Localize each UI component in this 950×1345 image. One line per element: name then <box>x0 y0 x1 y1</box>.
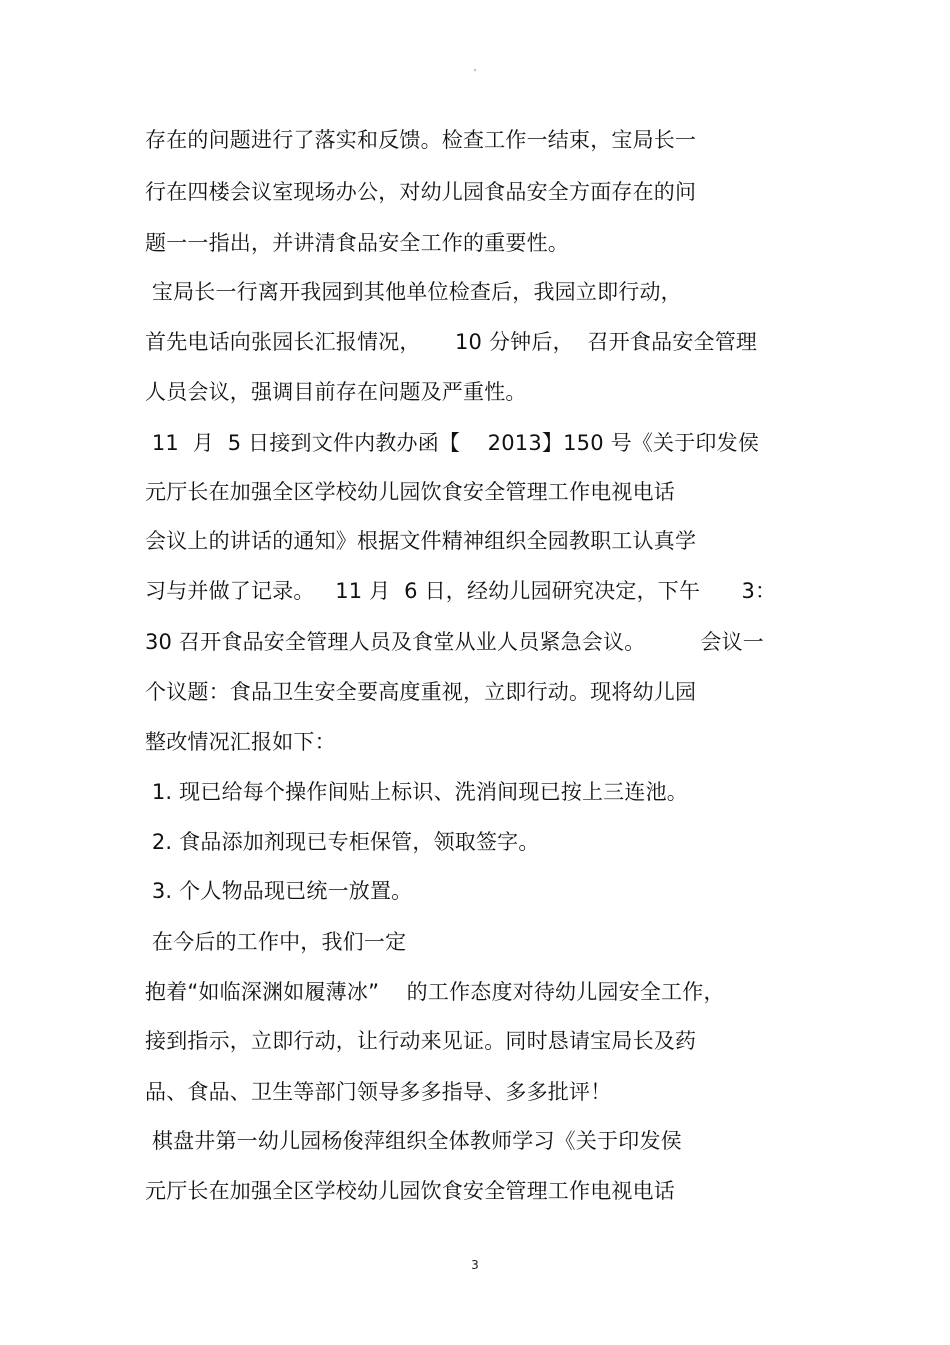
text-line: 个议题：食品卫生安全要高度重视，立即行动。现将幼儿园 <box>145 680 697 704</box>
header-mark: " <box>473 68 477 77</box>
list-item: 2. 食品添加剂现已专柜保管，领取签字。 <box>145 830 540 854</box>
page-number: 3 <box>471 1258 479 1272</box>
text-line: 人员会议，强调目前存在问题及严重性。 <box>145 380 527 404</box>
text-line: 30 召开食品安全管理人员及食堂从业人员紧急会议。 会议一 <box>145 630 764 654</box>
list-item: 1. 现已给每个操作间贴上标识、洗消间现已按上三连池。 <box>145 780 688 804</box>
list-item: 3. 个人物品现已统一放置。 <box>145 879 413 903</box>
text-line: 首先电话向张园长汇报情况， 10 分钟后， 召开食品安全管理 <box>145 330 758 354</box>
text-line: 品、食品、卫生等部门领导多多指导、多多批评！ <box>145 1080 612 1104</box>
text-line: 行在四楼会议室现场办公，对幼儿园食品安全方面存在的问 <box>145 180 697 204</box>
text-line: 在今后的工作中，我们一定 <box>145 930 407 954</box>
text-line: 棋盘井第一幼儿园杨俊萍组织全体教师学习《关于印发侯 <box>145 1129 682 1153</box>
text-line: 题一一指出，并讲清食品安全工作的重要性。 <box>145 231 569 255</box>
text-line: 存在的问题进行了落实和反馈。检查工作一结束，宝局长一 <box>145 128 697 152</box>
text-line: 整改情况汇报如下： <box>145 730 336 754</box>
text-line: 习与并做了记录。 11 月 6 日，经幼儿园研究决定，下午 3： <box>145 579 777 603</box>
text-line: 会议上的讲话的通知》根据文件精神组织全园教职工认真学 <box>145 529 697 553</box>
text-line: 宝局长一行离开我园到其他单位检查后，我园立即行动， <box>145 280 682 304</box>
text-line: 元厅长在加强全区学校幼儿园饮食安全管理工作电视电话 <box>145 1179 675 1203</box>
text-line: 抱着“如临深渊如履薄冰” 的工作态度对待幼儿园安全工作， <box>145 980 725 1004</box>
text-line: 11 月 5 日接到文件内教办函【 2013】150 号《关于印发侯 <box>145 431 760 455</box>
text-line: 接到指示，立即行动，让行动来见证。同时恳请宝局长及药 <box>145 1029 697 1053</box>
text-line: 元厅长在加强全区学校幼儿园饮食安全管理工作电视电话 <box>145 480 675 504</box>
